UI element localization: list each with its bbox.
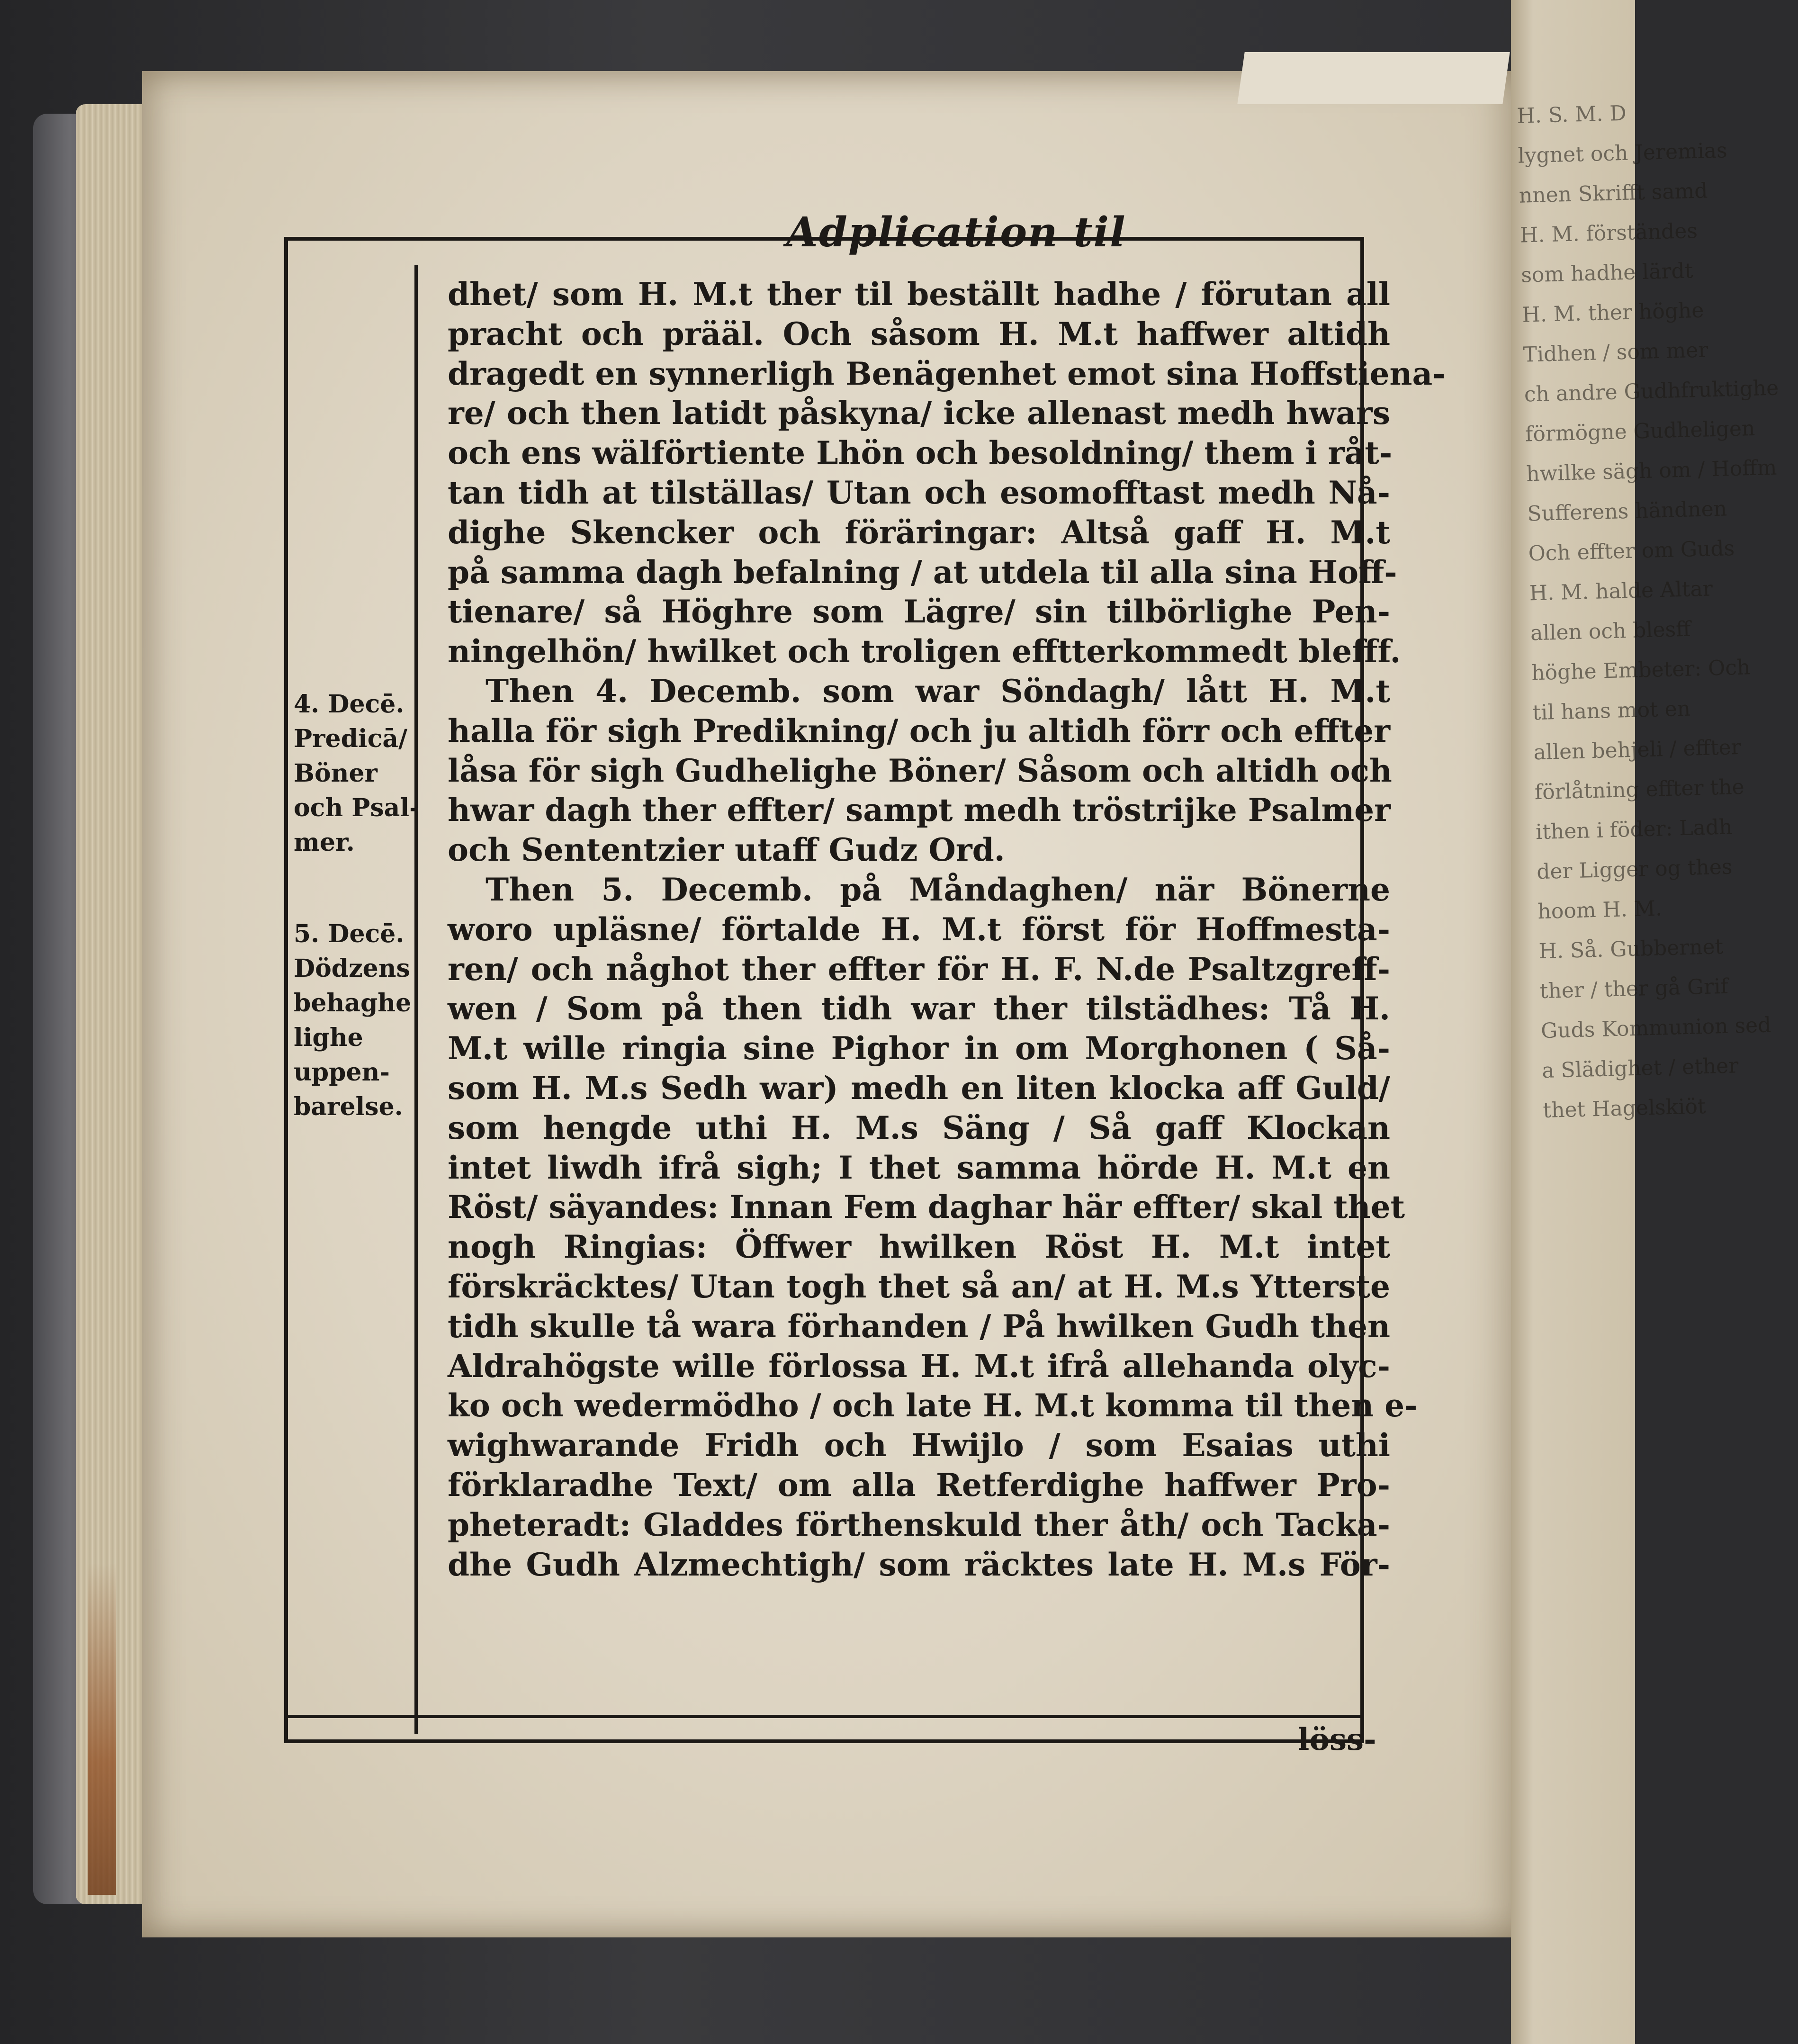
text-line: ren/ och någhot ther effter för H. F. N.de Psaltzgreff-: [448, 950, 1390, 988]
margin-note-dec-4: [294, 687, 420, 860]
margin-note-line: mer.: [294, 828, 355, 857]
text-line: dhe Gudh Alzmechtigh/ som räcktes late H. M.s För-: [448, 1546, 1390, 1583]
text-line: Then 4. Decemb. som war Söndagh/ lått H. M.t: [485, 672, 1390, 710]
margin-note-dec-5: [294, 917, 412, 1124]
facing-page-line: der Ligger og thes: [1536, 855, 1733, 884]
margin-note-line: behaghe: [294, 989, 412, 1017]
text-line: ningelhön/ hwilket och troligen efftterkommedt blefff.: [448, 633, 1401, 670]
text-line: Aldrahögste wille förlossa H. M.t ifrå allehanda olyc-: [448, 1347, 1390, 1385]
margin-note-line: 4. Decē.: [294, 690, 405, 719]
facing-page-line: som hadhe lärdt: [1520, 259, 1693, 288]
facing-page-line: H. Så. Gubbernet: [1538, 934, 1724, 964]
facing-page-line: til hans mot en: [1532, 696, 1691, 725]
binding-stain: [88, 1563, 116, 1895]
text-line: halla för sigh Predikning/ och ju altidh förr och effter: [448, 712, 1390, 749]
text-line: låsa för sigh Gudhelighe Böner/ Såsom och altidh och: [448, 752, 1392, 789]
facing-page-line: H. M. förständes: [1519, 218, 1698, 248]
body-text: [448, 275, 1446, 1585]
text-line: och Sententzier utaff Gudz Ord.: [448, 831, 1005, 869]
text-line: förskräcktes/ Utan togh thet så an/ at H. M.s Ytterste: [448, 1268, 1390, 1305]
text-line: nogh Ringias: Öffwer hwilken Röst H. M.t intet: [448, 1228, 1390, 1266]
margin-note-line: lighe: [294, 1023, 363, 1052]
page-corner-fold: [1237, 52, 1510, 104]
text-line: tidh skulle tå wara förhanden / På hwilken Gudh then: [448, 1307, 1390, 1345]
catchword: löss-: [1298, 1722, 1376, 1757]
margin-note-line: Predicā/: [294, 724, 408, 753]
facing-page-line: thet Hagelskiöt: [1542, 1094, 1707, 1123]
facing-page-line: allen behjeli / effter: [1533, 735, 1742, 765]
running-head: Adplication til: [786, 208, 1126, 256]
facing-page-line: ch andre Gudhfruktighe: [1524, 376, 1779, 407]
facing-page-line: a Slädighet / ether: [1541, 1054, 1739, 1083]
facing-page: [1511, 0, 1779, 2044]
facing-page-line: H. M. halde Altar: [1529, 576, 1713, 606]
facing-page-line: Och effter om Guds: [1528, 536, 1735, 566]
facing-page-line: allen och blesff: [1530, 617, 1691, 646]
text-line: re/ och then latidt påskyna/ icke allenast medh hwars: [448, 395, 1390, 432]
facing-page-text: [1516, 93, 1779, 1131]
text-line: som H. M.s Sedh war) medh en liten klocka aff Guld/: [448, 1069, 1390, 1107]
facing-page-line: Tidhen / som mer: [1523, 338, 1708, 367]
text-line: woro upläsne/ förtalde H. M.t först för Hoffmesta-: [448, 910, 1390, 948]
text-line: på samma dagh befalning / at utdela til alla sina Hoff-: [448, 553, 1397, 591]
text-line: dragedt en synnerligh Benägenhet emot sina Hoffstiena-: [448, 355, 1446, 392]
text-line: intet liwdh ifrå sigh; I thet samma hörde H. M.t en: [448, 1149, 1390, 1186]
margin-note-line: och Psal-: [294, 793, 420, 822]
facing-page-line: ther / ther gå Grif: [1539, 974, 1729, 1004]
facing-page-line: hoom H. M.: [1537, 896, 1663, 924]
text-line: hwar dagh ther effter/ sampt medh tröstrijke Psalmer: [448, 792, 1391, 829]
facing-page-line: Guds Kommunion sed: [1540, 1013, 1771, 1044]
margin-note-line: Dödzens: [294, 954, 410, 983]
text-line: tienare/ så Höghre som Lägre/ sin tilbörlighe Pen-: [448, 593, 1390, 630]
margin-note-line: Böner: [294, 759, 378, 788]
margin-note-line: barelse.: [294, 1092, 403, 1121]
margin-note-line: 5. Decē.: [294, 919, 405, 948]
text-line: som hengde uthi H. M.s Säng / Så gaff Klockan: [448, 1109, 1390, 1146]
text-line: dhet/ som H. M.t ther til beställt hadhe / förutan all: [448, 276, 1390, 313]
text-line: förklaradhe Text/ om alla Retferdighe haffwer Pro-: [448, 1466, 1390, 1504]
facing-page-line: H. S. M. D: [1516, 101, 1627, 128]
facing-page-line: förlåtning effter the: [1534, 774, 1745, 805]
text-line: Röst/ säyandes: Innan Fem daghar här effter/ skal thet: [448, 1189, 1405, 1226]
margin-column-rule: [414, 265, 418, 1734]
text-line: tan tidh at tilställas/ Utan och esomofftast medh Nå-: [448, 474, 1390, 511]
text-line: wen / Som på then tidh war ther tilstädhes: Tå H.: [448, 990, 1390, 1027]
facing-page-line: Sufferens händnen: [1527, 496, 1727, 526]
facing-page-line: höghe Embeter: Och: [1531, 655, 1751, 685]
facing-page-line: ithen i föder: Ladh: [1535, 815, 1733, 845]
text-line: och ens wälförtiente Lhön och besoldning/ them i råt-: [448, 434, 1393, 472]
facing-page-line: lygnet och Jeremias: [1518, 138, 1728, 168]
text-line: Then 5. Decemb. på Måndaghen/ när Bönerne: [485, 871, 1390, 908]
facing-page-line: H. M. ther höghe: [1521, 298, 1704, 327]
text-line: M.t wille ringia sine Pighor in om Morghonen ( Så-: [448, 1030, 1390, 1067]
text-line: pracht och prääl. Och såsom H. M.t haffwer altidh: [448, 315, 1390, 352]
text-line: ko och wedermödho / och late H. M.t komma til then e-: [448, 1387, 1418, 1424]
facing-page-line: hwilke sägh om / Hoffm: [1526, 455, 1777, 486]
margin-note-line: uppen-: [294, 1058, 390, 1087]
text-line: dighe Skencker och föräringar: Altså gaff H. M.t: [448, 513, 1390, 551]
text-line: wighwarande Fridh och Hwijlo / som Esaias uthi: [448, 1427, 1390, 1464]
facing-page-line: nnen Skrifft samd: [1519, 179, 1708, 208]
text-line: pheteradt: Gladdes förthenskuld ther åth/ och Tacka-: [448, 1506, 1390, 1543]
frame-bottom-rule: [284, 1715, 1364, 1718]
facing-page-line: förmögne Gudheligen: [1525, 416, 1755, 447]
